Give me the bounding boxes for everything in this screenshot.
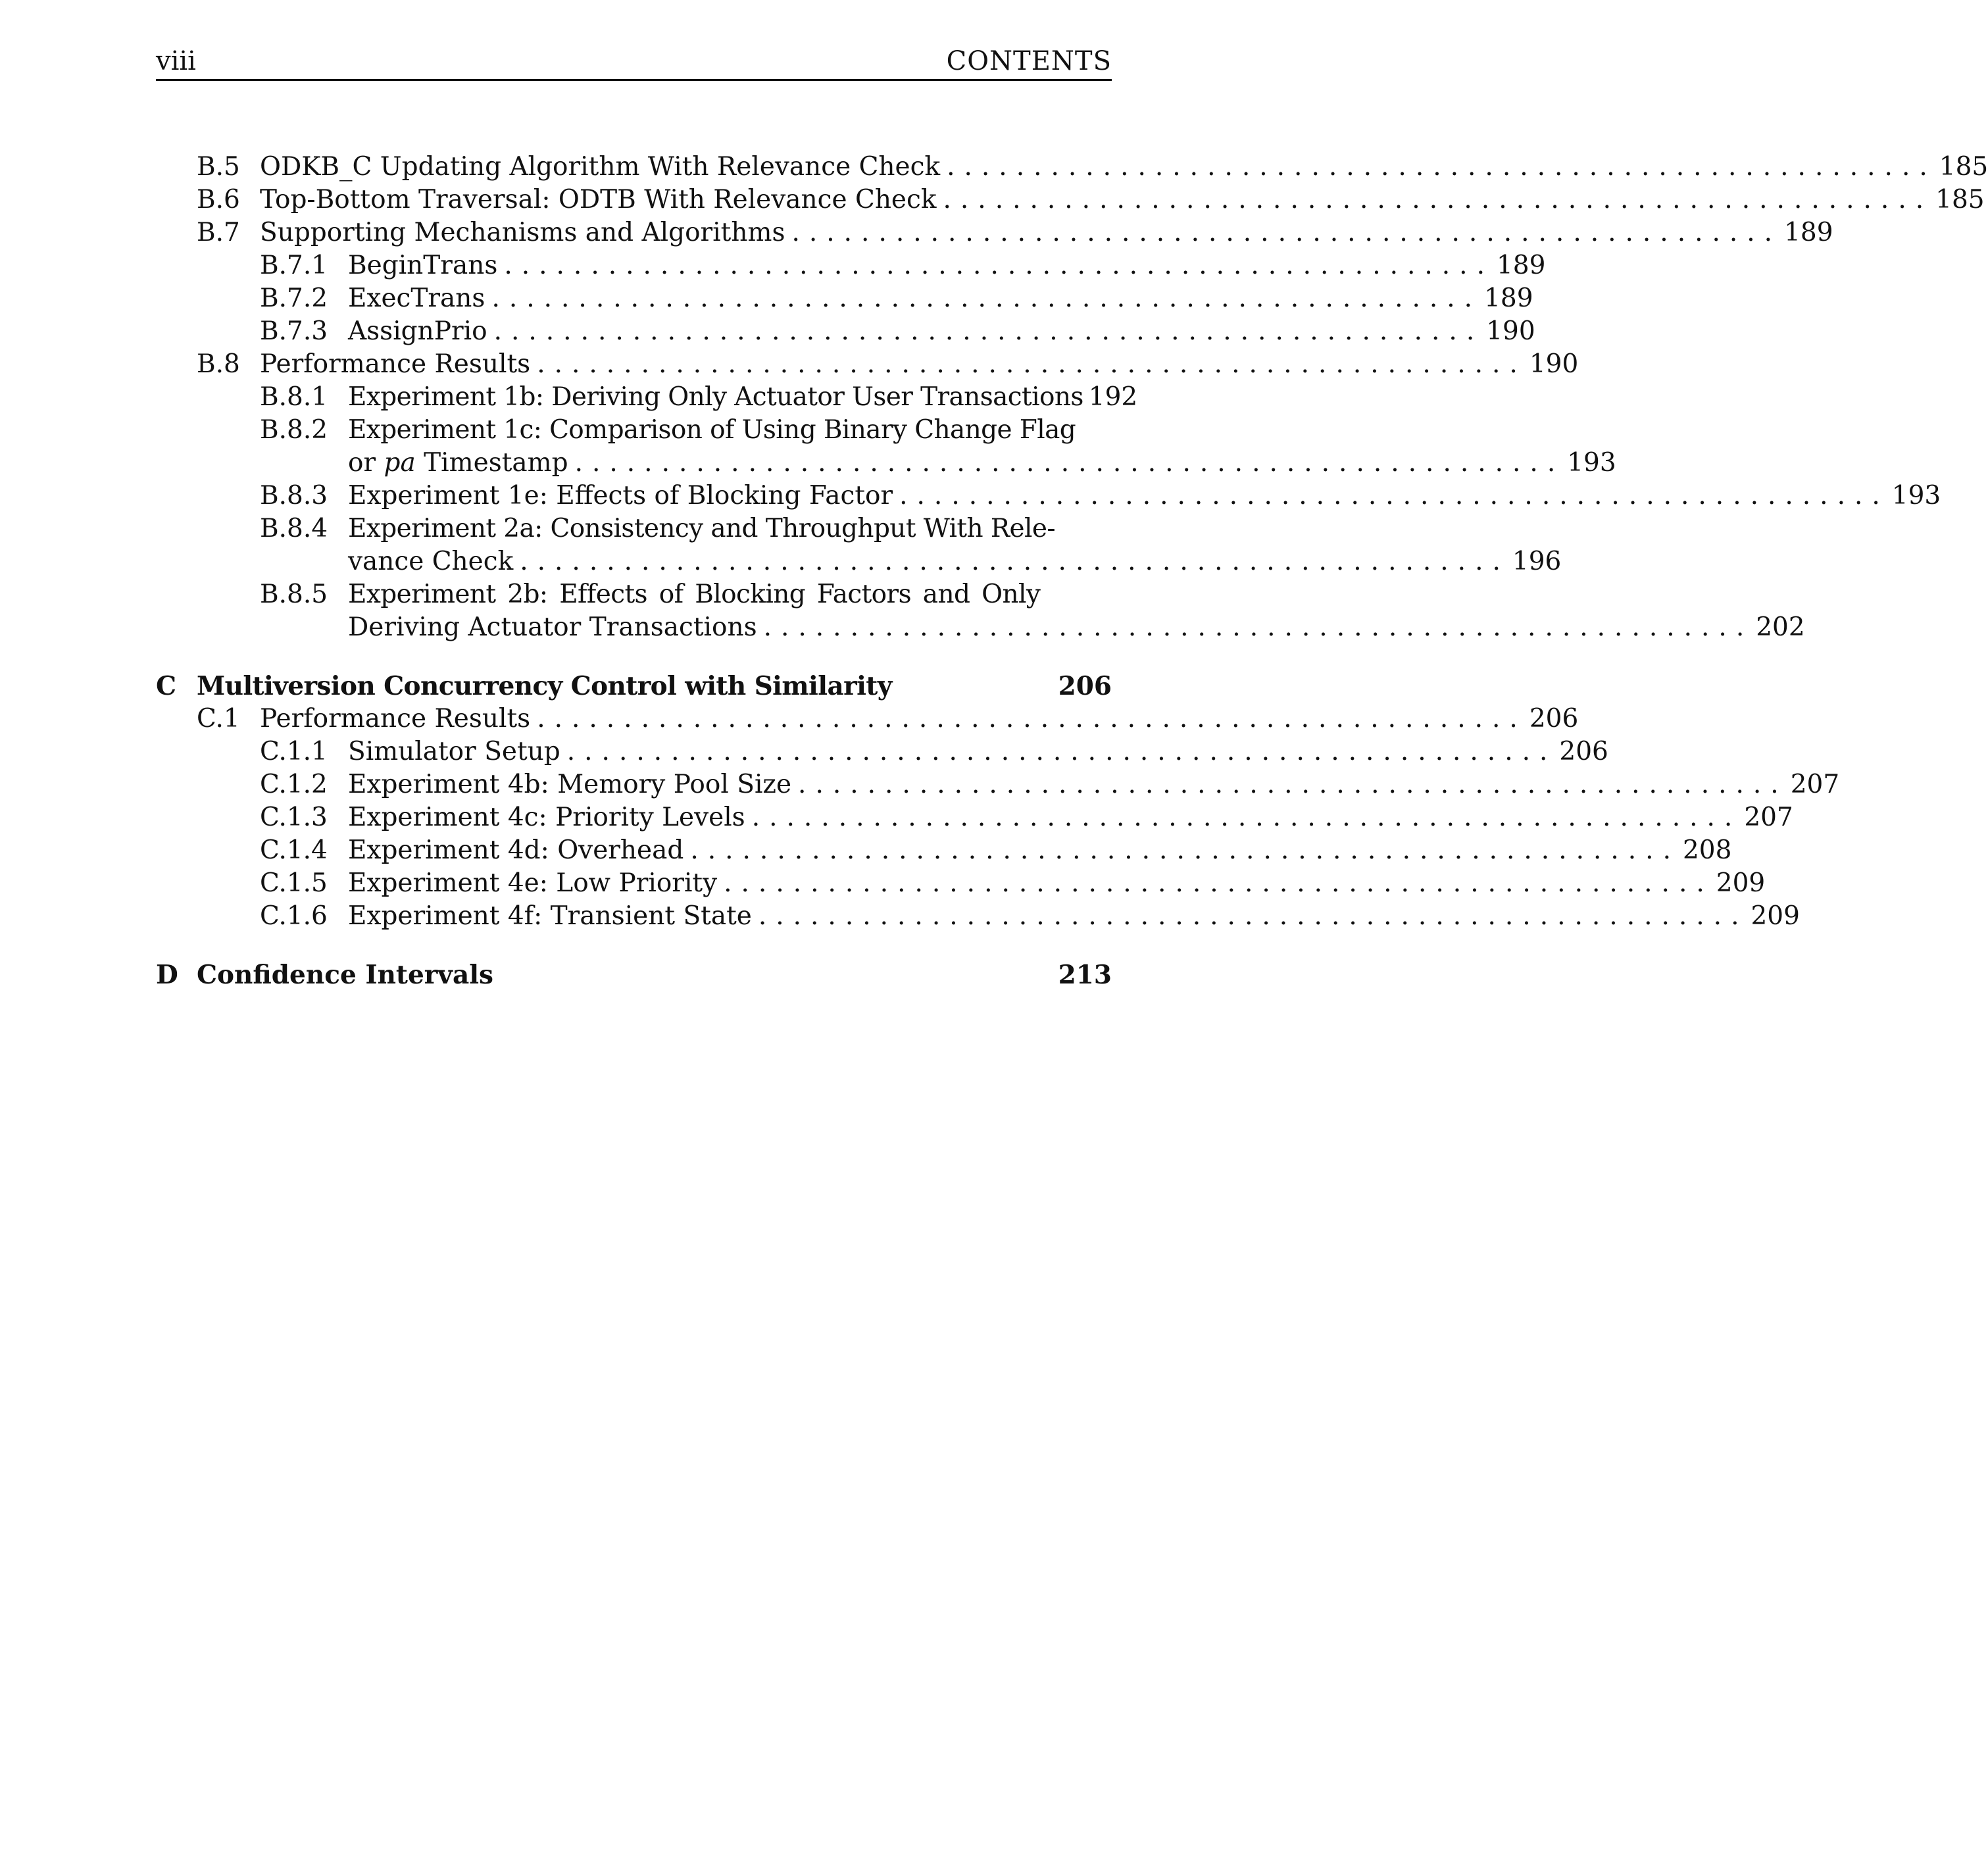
- section-number: B.8.5: [260, 580, 328, 609]
- section-title: Experiment 4b: Memory Pool Size: [348, 770, 792, 799]
- dot-leader: .........................................................: [690, 835, 1680, 865]
- page-ref: 189: [1496, 251, 1546, 280]
- toc-entry-continued: [156, 447, 1616, 480]
- dot-leader: .........................................................: [947, 152, 1937, 182]
- toc-entry[interactable]: [156, 578, 1112, 611]
- toc-entry[interactable]: [156, 315, 1535, 348]
- toc-entry[interactable]: [156, 381, 1138, 414]
- dot-leader: .........................................................: [537, 349, 1527, 379]
- dot-leader: .........................................................: [493, 316, 1484, 346]
- page-ref: 192: [1088, 382, 1138, 412]
- dot-leader: .........................................................: [798, 770, 1788, 799]
- toc-entry[interactable]: [156, 768, 1840, 801]
- page-ref: 185: [1935, 185, 1985, 214]
- section-number: C.1.2: [260, 770, 328, 799]
- toc-entry[interactable]: [156, 703, 1579, 735]
- section-title-continued: Deriving Actuator Transactions: [348, 612, 757, 642]
- toc-entry-continued: [156, 545, 1562, 578]
- page-ref: 190: [1529, 349, 1579, 379]
- section-title: Experiment 2a: Consistency and Throughput With Rele-: [348, 514, 1055, 543]
- toc-chapter[interactable]: [156, 958, 1112, 991]
- chapter-title: Multiversion Concurrency Control with Similarity: [197, 671, 892, 701]
- page-ref: 207: [1744, 803, 1793, 832]
- dot-leader: .........................................................: [724, 868, 1714, 898]
- section-number: B.8.4: [260, 514, 328, 543]
- section-title: Performance Results: [260, 704, 531, 734]
- section-number: C.1.1: [260, 737, 328, 766]
- dot-leader: .........................................................: [763, 612, 1754, 642]
- chapter-number: D: [156, 960, 178, 990]
- section-number: B.8: [197, 349, 240, 379]
- section-number: B.7.3: [260, 316, 328, 346]
- dot-leader: .........................................................: [491, 284, 1482, 313]
- chapter-title: Confidence Intervals: [197, 960, 494, 990]
- page-number: viii: [156, 46, 196, 76]
- page-ref: 189: [1784, 218, 1833, 247]
- section-title: Experiment 4d: Overhead: [348, 835, 684, 865]
- dot-leader: .........................................................: [899, 481, 1889, 510]
- dot-leader: .........................................................: [751, 803, 1742, 832]
- toc-entry[interactable]: [156, 249, 1546, 282]
- toc-entry[interactable]: [156, 282, 1533, 315]
- page-ref: 202: [1756, 612, 1805, 642]
- section-title: Simulator Setup: [348, 737, 560, 766]
- toc-entry[interactable]: [156, 151, 1988, 184]
- section-number: B.7.1: [260, 251, 328, 280]
- toc-entry[interactable]: [156, 834, 1732, 867]
- dot-leader: .........................................................: [758, 901, 1749, 931]
- section-number: B.7: [197, 218, 240, 247]
- page-ref: 208: [1682, 835, 1732, 865]
- section-number: B.8.2: [260, 415, 328, 445]
- toc-entry[interactable]: [156, 414, 1112, 447]
- section-title: BeginTrans: [348, 251, 498, 280]
- page-ref: 189: [1484, 284, 1533, 313]
- page-ref: 185: [1939, 152, 1988, 182]
- section-title: Experiment 1c: Comparison of Using Binary Change Flag: [348, 415, 1076, 445]
- section-title-continued: or pa Timestamp: [348, 448, 568, 478]
- toc-entry[interactable]: [156, 801, 1793, 834]
- table-of-contents: [156, 0, 1988, 1865]
- toc-entry-continued: [156, 611, 1805, 644]
- toc-entry[interactable]: [156, 512, 1112, 545]
- section-title-continued: vance Check: [348, 547, 514, 576]
- dot-leader: .........................................................: [520, 547, 1510, 576]
- section-title: Experiment 4c: Priority Levels: [348, 803, 745, 832]
- section-number: B.6: [197, 185, 240, 214]
- toc-chapter[interactable]: [156, 670, 1112, 703]
- dot-leader: .........................................................: [566, 737, 1557, 766]
- section-title: Top-Bottom Traversal: ODTB With Relevance Check: [260, 185, 937, 214]
- page-ref: 209: [1751, 901, 1800, 931]
- section-number: C.1.4: [260, 835, 328, 865]
- section-number: C.1.6: [260, 901, 328, 931]
- toc-entry[interactable]: [156, 735, 1608, 768]
- toc-entry[interactable]: [156, 900, 1800, 933]
- section-title: Supporting Mechanisms and Algorithms: [260, 218, 785, 247]
- page-ref: 196: [1512, 547, 1562, 576]
- dot-leader: .........................................................: [537, 704, 1527, 734]
- dot-leader: .........................................................: [791, 218, 1782, 247]
- dot-leader: .........................................................: [504, 251, 1494, 280]
- section-number: B.8.3: [260, 481, 328, 510]
- toc-entry[interactable]: [156, 184, 1985, 216]
- running-title: CONTENTS: [946, 46, 1112, 76]
- chapter-number: C: [156, 671, 177, 701]
- section-title: ExecTrans: [348, 284, 485, 313]
- page-ref: 209: [1716, 868, 1766, 898]
- section-title: Experiment 4e: Low Priority: [348, 868, 718, 898]
- section-title: Performance Results: [260, 349, 531, 379]
- page-ref: 207: [1790, 770, 1840, 799]
- page-ref: 193: [1567, 448, 1616, 478]
- section-number: C.1: [197, 704, 240, 734]
- dot-leader: .........................................................: [574, 448, 1565, 478]
- page-ref: 193: [1891, 481, 1941, 510]
- page-ref: 190: [1486, 316, 1535, 346]
- section-title: ODKB_C Updating Algorithm With Relevance Check: [260, 152, 941, 182]
- section-number: C.1.5: [260, 868, 328, 898]
- section-title: Experiment 1b: Deriving Only Actuator User Transactions: [348, 382, 1083, 412]
- section-number: B.7.2: [260, 284, 328, 313]
- dot-leader: .........................................................: [943, 185, 1933, 214]
- section-number: B.5: [197, 152, 240, 182]
- page-ref: 213: [1058, 960, 1112, 990]
- toc-entry[interactable]: [156, 867, 1766, 900]
- toc-entry[interactable]: [156, 216, 1833, 249]
- section-title: Experiment 2b: Effects of Blocking Factors and Only: [348, 580, 1041, 609]
- section-title: Experiment 4f: Transient State: [348, 901, 752, 931]
- section-title: Experiment 1e: Effects of Blocking Factor: [348, 481, 893, 510]
- toc-entry[interactable]: [156, 480, 1941, 512]
- section-number: B.8.1: [260, 382, 328, 412]
- page-ref: 206: [1058, 671, 1112, 701]
- section-number: C.1.3: [260, 803, 328, 832]
- toc-entry[interactable]: [156, 348, 1579, 381]
- section-title: AssignPrio: [348, 316, 487, 346]
- page-ref: 206: [1529, 704, 1579, 734]
- page-ref: 206: [1559, 737, 1608, 766]
